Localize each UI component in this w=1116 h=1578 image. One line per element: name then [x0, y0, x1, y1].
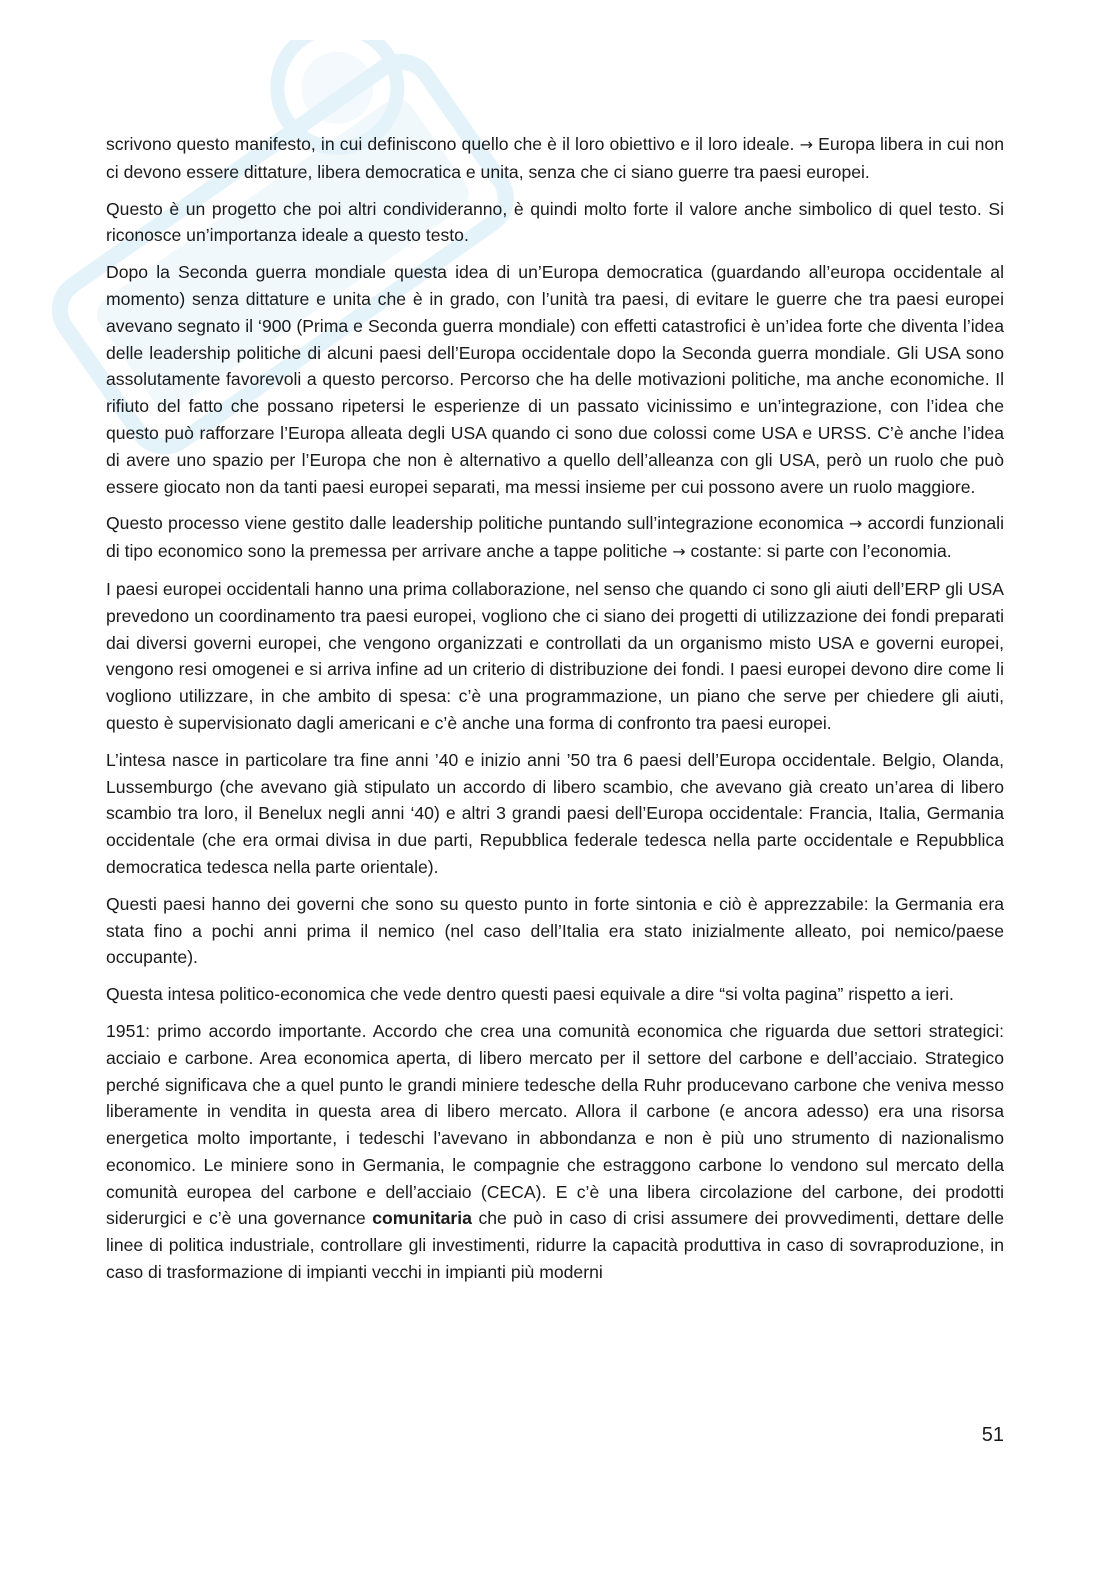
- paragraph-text: accordi funzionali di tipo economico sono la premessa per arrivare anche a tappe politiche: [106, 513, 1004, 562]
- paragraph: [106, 576, 1004, 737]
- paragraph-text: Questi paesi hanno dei governi che sono su questo punto in forte sintonia e ciò è apprezzabile: la Germania era stata fino a pochi anni prima il nemico (nel caso dell’Italia era stato inizialmente alleato, poi nemico/paese occupante).: [106, 893, 1004, 968]
- paragraph-text: Questa intesa politico-economica che vede dentro questi paesi equivale a dire “si volta pagina” rispetto a ieri.: [106, 984, 954, 1005]
- paragraph: [106, 1018, 1004, 1286]
- page-number: 51: [981, 1424, 1004, 1446]
- paragraph-text: scrivono questo manifesto, in cui definiscono quello che è il loro obiettivo e il loro ideale.: [106, 134, 800, 154]
- arrow-right-icon: →: [799, 135, 813, 154]
- bold-text: comunitaria: [372, 1208, 472, 1229]
- paragraph-text: Questo processo viene gestito dalle leadership politiche puntando sull’integrazione economica: [106, 513, 849, 534]
- paragraph-text: costante: si parte con l’economia.: [685, 541, 952, 562]
- paragraph-text: L’intesa nasce in particolare tra fine anni ’40 e inizio anni ’50 tra 6 paesi dell’Europa occidentale. Belgio, Olanda, Lussemburgo (che avevano già stipulato un accordo di libero scambio, che avevano già creato un’area di libero scambio tra loro, il Benelux negli anni ‘40) e altri 3 grandi paesi dell’Europa occidentale: Francia, Italia, Germania occidentale (che era ormai divisa in due parti, Repubblica federale tedesca nella parte occidentale e Repubblica democratica tedesca nella parte orientale).: [106, 749, 1004, 877]
- arrow-right-icon: →: [848, 514, 863, 534]
- arrow-right-icon: →: [672, 542, 686, 562]
- paragraph-text: Dopo la Seconda guerra mondiale questa idea di un’Europa democratica (guardando all’europa occidentale al momento) senza dittature e unita che è in grado, con l’unità tra paesi, di evitare le guerre che tra paesi europei avevano segnato il ‘900 (Prima e Seconda guerra mondiale) con effetti catastrofici è un’idea forte che diventa l’idea delle leadership politiche di alcuni paesi dell’Europa occidentale dopo la Seconda guerra mondiale. Gli USA sono assolutamente favorevoli a questo percorso. Percorso che ha delle motivazioni politiche, ma anche economiche. Il rifiuto del fatto che possano ripetersi le esperienze di un passato vicinissimo e un’integrazione, con l’idea che questo può rafforzare l’Europa alleata degli USA quando ci sono due colossi come USA e URSS. C’è anche l’idea di avere uno spazio per l’Europa che non è alternativo a quello dell’alleanza con gli USA, però un ruolo che può essere giocato non da tanti paesi europei separati, ma messi insieme per cui possono avere un ruolo maggiore.: [106, 262, 1004, 497]
- paragraph: [106, 891, 1004, 971]
- paragraph: [106, 747, 1004, 881]
- paragraph: [106, 196, 1004, 250]
- paragraph: [106, 981, 1004, 1008]
- document-body: [106, 131, 1004, 1296]
- paragraph-text: Europa libera in cui non ci devono essere dittature, libera democratica e unita, senza che ci siano guerre tra paesi europei.: [106, 134, 1005, 182]
- paragraph-text: che può in caso di crisi assumere dei provvedimenti, dettare delle linee di politica industriale, controllare gli investimenti, ridurre la capacità produttiva in caso di sovraproduzione, in caso di trasformazione di impianti vecchi in impianti più moderni: [106, 1208, 1004, 1283]
- paragraph-text: I paesi europei occidentali hanno una prima collaborazione, nel senso che quando ci sono gli aiuti dell’ERP gli USA prevedono un coordinamento tra paesi europei, vogliono che ci siano dei progetti di utilizzazione dei fondi preparati dai diversi governi europei, che vengono organizzati e controllati da un organismo misto USA e governi europei, vengono resi omogenei e si arriva infine ad un criterio di distribuzione dei fondi. I paesi europei devono dire come li vogliono utilizzare, in che ambito di spesa: c’è una programmazione, un piano che serve per chiedere gli aiuti, questo è supervisionato dagli americani e c’è anche una forma di confronto tra paesi europei.: [106, 578, 1004, 733]
- paragraph: [106, 510, 1004, 566]
- paragraph-text: 1951: primo accordo importante. Accordo che crea una comunità economica che riguarda due settori strategici: acciaio e carbone. Area economica aperta, di libero mercato per il settore del carbone e dell’acciaio. Strategico perché significava che a quel punto le grandi miniere tedesche della Ruhr producevano carbone che veniva messo liberamente in vendita in questa area di libero mercato. Allora il carbone (e ancora adesso) era una risorsa energetica molto importante, i tedeschi l’avevano in abbondanza e non è più uno strumento di nazionalismo economico. Le miniere sono in Germania, le compagnie che estraggono carbone lo vendono sul mercato della comunità europea del carbone e dell’acciaio (CECA). E c’è una libera circolazione del carbone, dei prodotti siderurgici e c’è una governance: [106, 1020, 1004, 1229]
- paragraph: [106, 131, 1004, 186]
- paragraph: [106, 259, 1004, 500]
- paragraph-text: Questo è un progetto che poi altri condivideranno, è quindi molto forte il valore anche simbolico di quel testo. Si riconosce un’importanza ideale a questo testo.: [106, 198, 1004, 246]
